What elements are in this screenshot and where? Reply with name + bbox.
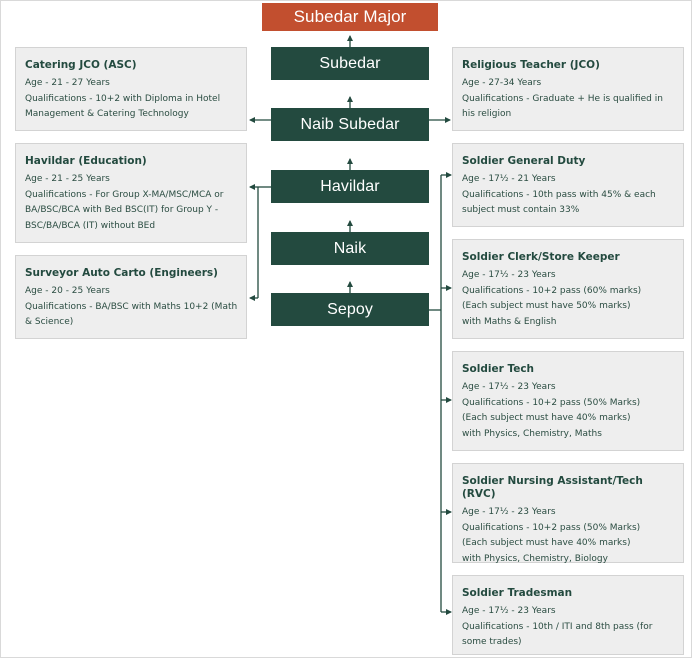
card-qualifications: Qualifications - 10+2 pass (50% Marks) [462, 397, 641, 408]
rank-subedar: Subedar [271, 47, 429, 80]
card-title: Surveyor Auto Carto (Engineers) [25, 267, 218, 279]
card-soldier-tradesman [452, 575, 684, 655]
card-title: Religious Teacher (JCO) [462, 59, 600, 71]
card-catering-jco [15, 47, 247, 131]
card-subjects: with Physics, Chemistry, Maths [462, 428, 602, 439]
rank-havildar: Havildar [271, 170, 429, 203]
card-age: Age - 17½ - 23 Years [462, 507, 556, 517]
card-age: Age - 17½ - 23 Years [462, 270, 556, 280]
card-havildar-education [15, 143, 247, 243]
card-age: Age - 17½ - 23 Years [462, 606, 556, 616]
card-soldier-nursing-assistant [452, 463, 684, 563]
rank-naik: Naik [271, 232, 429, 265]
card-title: Soldier General Duty [462, 155, 586, 167]
card-qualifications: Qualifications - 10th pass with 45% & each subject must contain 33% [462, 189, 656, 216]
card-title: Soldier Clerk/Store Keeper [462, 251, 620, 263]
card-qualifications: Qualifications - 10+2 pass (60% marks) [462, 285, 642, 296]
card-title: Soldier Nursing Assistant/Tech (RVC) [462, 475, 643, 500]
card-subjects: with Maths & English [462, 316, 557, 327]
card-qualifications: Qualifications - BA/BSC with Maths 10+2 (Math & Science) [25, 301, 238, 328]
card-title: Soldier Tradesman [462, 587, 573, 599]
rank-subedar-major: Subedar Major [262, 3, 438, 31]
card-qualifications: Qualifications - 10th / ITI and 8th pass (for some trades) [462, 621, 653, 648]
card-age: Age - 17½ - 23 Years [462, 382, 556, 392]
card-age: Age - 27-34 Years [462, 78, 542, 88]
card-qualifications: Qualifications - For Group X-MA/MSC/MCA or BA/BSC/BCA with Bed BSC(IT) for Group Y - BSC/BA/BCA (IT) without BEd [25, 189, 224, 231]
card-age: Age - 20 - 25 Years [25, 286, 110, 296]
rank-naib-subedar: Naib Subedar [271, 108, 429, 141]
card-qualifications: Qualifications - Graduate + He is qualified in his religion [462, 93, 663, 120]
card-subjects: with Physics, Chemistry, Biology [462, 553, 608, 564]
card-religious-teacher [452, 47, 684, 131]
card-soldier-clerk-store-keeper [452, 239, 684, 339]
card-age: Age - 17½ - 21 Years [462, 174, 556, 184]
card-marks-note: (Each subject must have 40% marks) [462, 538, 631, 549]
card-soldier-general-duty [452, 143, 684, 227]
card-marks-note: (Each subject must have 40% marks) [462, 413, 631, 424]
card-title: Catering JCO (ASC) [25, 59, 137, 71]
card-title: Havildar (Education) [25, 155, 147, 167]
card-age: Age - 21 - 25 Years [25, 174, 110, 184]
card-qualifications: Qualifications - 10+2 with Diploma in Hotel Management & Catering Technology [25, 93, 221, 120]
card-marks-note: (Each subject must have 50% marks) [462, 301, 631, 312]
card-soldier-tech [452, 351, 684, 451]
card-title: Soldier Tech [462, 363, 535, 375]
rank-sepoy: Sepoy [271, 293, 429, 326]
card-qualifications: Qualifications - 10+2 pass (50% Marks) [462, 522, 641, 533]
card-surveyor-auto-carto [15, 255, 247, 339]
card-age: Age - 21 - 27 Years [25, 78, 110, 88]
